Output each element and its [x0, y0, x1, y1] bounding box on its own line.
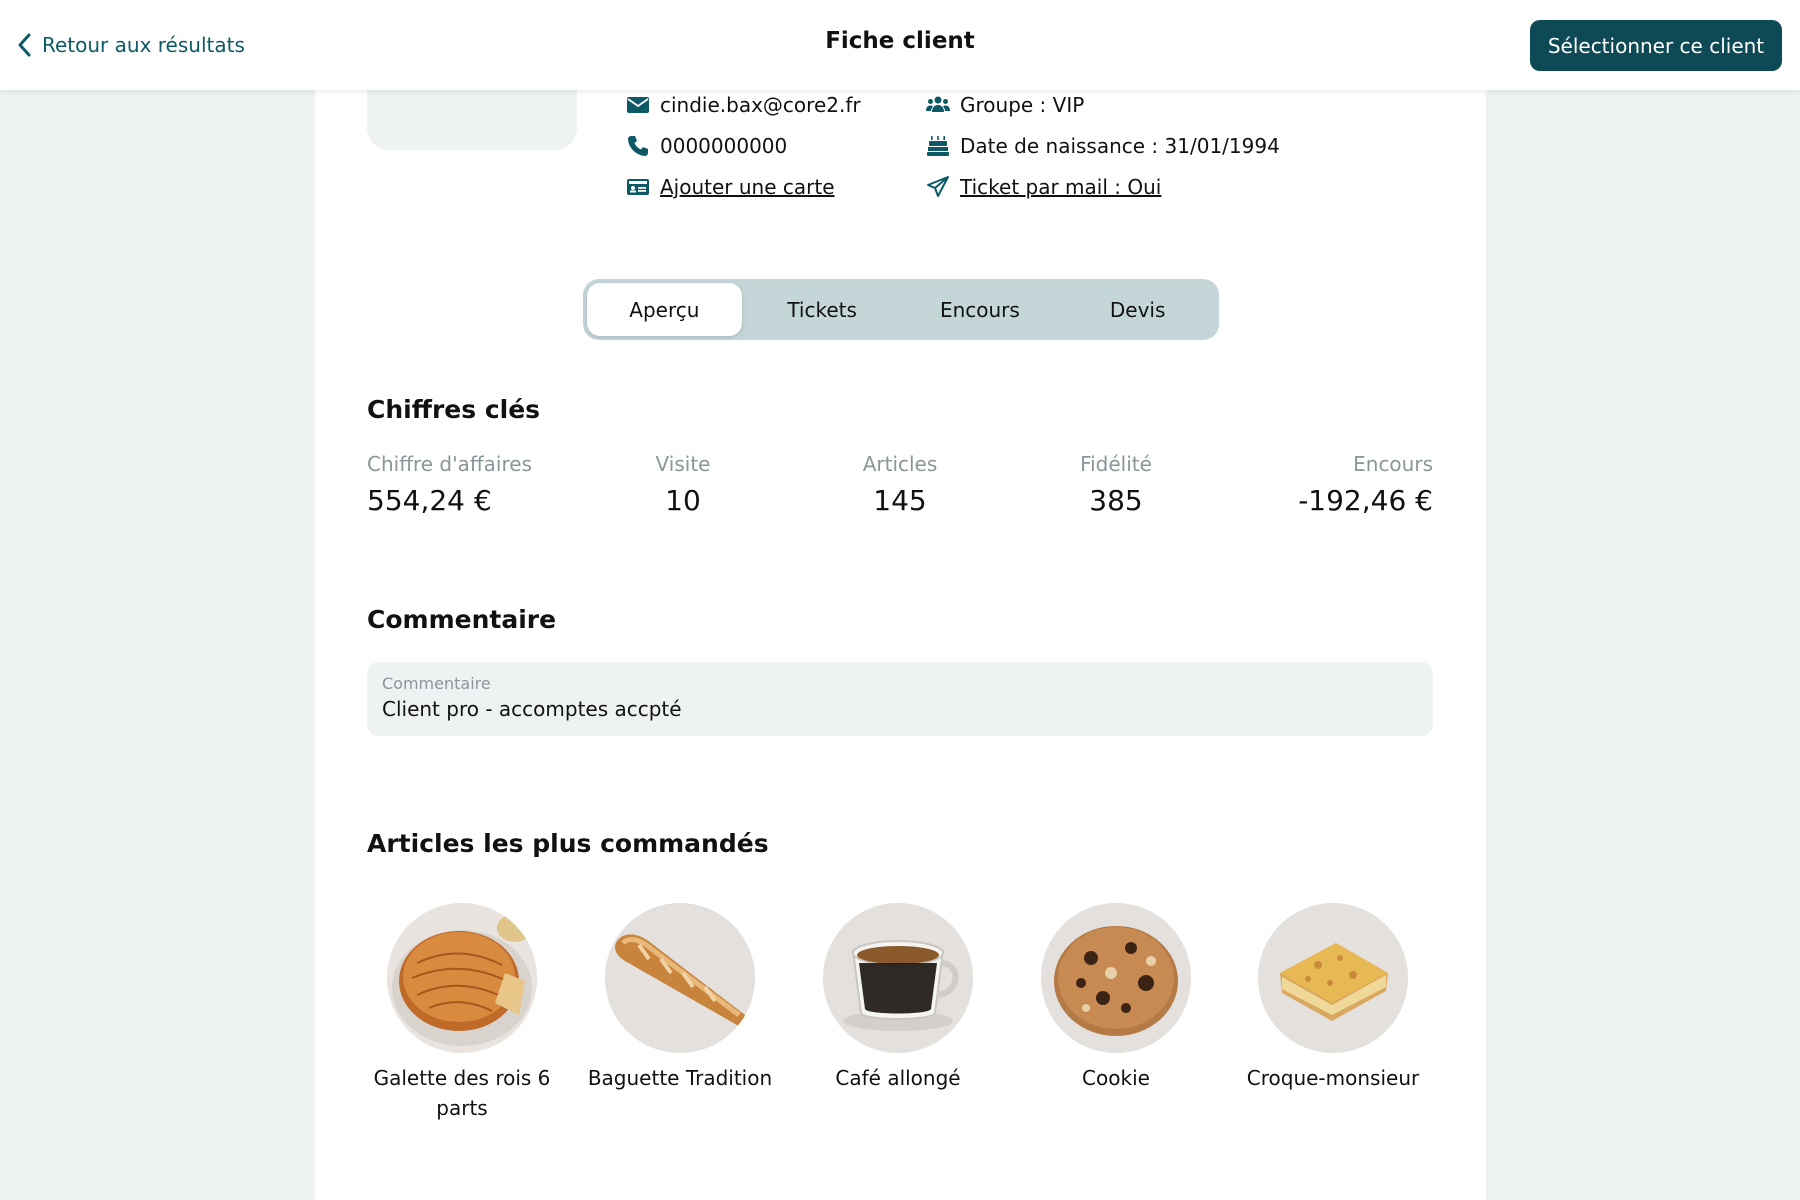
product-name: Croque-monsieur: [1246, 1066, 1420, 1090]
ticket-mail-link[interactable]: Ticket par mail : Oui: [960, 175, 1162, 199]
tab-apercu[interactable]: Aperçu: [587, 283, 742, 336]
client-tabs: [583, 279, 1219, 340]
cookie-image: [1041, 903, 1191, 1053]
kpi-value: 10: [665, 484, 701, 517]
phone-row: [626, 134, 787, 158]
tab-tickets[interactable]: Tickets: [787, 297, 857, 322]
envelope-icon: [626, 93, 650, 117]
back-link-label: Retour aux résultats: [42, 33, 245, 57]
top-products-title: Articles les plus commandés: [367, 829, 769, 858]
kpi-visits: [656, 452, 711, 517]
id-card-icon: [626, 175, 650, 199]
key-figures: [367, 452, 1433, 522]
product-item[interactable]: [1233, 903, 1433, 1093]
client-card: [315, 0, 1486, 1200]
tab-devis[interactable]: Devis: [1109, 297, 1166, 322]
galette-image: [387, 903, 537, 1053]
card-row: [626, 175, 835, 199]
comment-field-value: Client pro - accomptes accpté: [382, 697, 682, 721]
phone-value: 0000000000: [660, 134, 788, 158]
kpi-articles: [863, 452, 938, 517]
kpi-label: Articles: [862, 452, 938, 476]
birthdate-value: Date de naissance : 31/01/1994: [960, 134, 1280, 158]
back-to-results-link[interactable]: [16, 30, 245, 60]
kpi-value: 145: [873, 484, 927, 517]
kpi-value: 385: [1089, 484, 1143, 517]
kpi-value: 554,24 €: [367, 484, 492, 517]
group-value: Groupe : VIP: [960, 93, 1085, 117]
kpi-loyalty: [1080, 452, 1152, 517]
ticket-mail-row: [926, 175, 1161, 199]
kpi-label: Visite: [655, 452, 711, 476]
product-item[interactable]: [362, 903, 562, 1123]
coffee-image: [823, 903, 973, 1053]
top-bar: [0, 0, 1800, 90]
baguette-image: [605, 903, 755, 1053]
product-name: Baguette Tradition: [587, 1066, 773, 1090]
kpi-value: -192,46 €: [1298, 484, 1433, 517]
comment-field[interactable]: [367, 662, 1433, 736]
croque-image: [1258, 903, 1408, 1053]
group-row: [926, 93, 1084, 117]
email-value: cindie.bax@core2.fr: [660, 93, 861, 117]
email-row: [626, 93, 861, 117]
add-card-link[interactable]: Ajouter une carte: [660, 175, 835, 199]
paper-plane-icon: [926, 175, 950, 199]
select-client-button[interactable]: Sélectionner ce client: [1530, 20, 1782, 71]
product-name: Café allongé: [835, 1066, 961, 1090]
comment-field-label: Commentaire: [382, 674, 491, 693]
kpi-label: Fidélité: [1080, 452, 1152, 476]
kpi-label: Encours: [1353, 452, 1433, 476]
key-figures-title: Chiffres clés: [367, 395, 541, 424]
product-name: Galette des rois 6 parts: [373, 1066, 551, 1120]
product-item[interactable]: [798, 903, 998, 1093]
product-item[interactable]: [580, 903, 780, 1093]
birthdate-row: [926, 134, 1280, 158]
chevron-left-icon: [16, 32, 34, 58]
product-name: Cookie: [1082, 1066, 1150, 1090]
page-title: Fiche client: [825, 28, 975, 54]
users-icon: [926, 93, 950, 117]
birthday-cake-icon: [926, 134, 950, 158]
product-item[interactable]: [1016, 903, 1216, 1093]
phone-icon: [626, 134, 650, 158]
comment-title: Commentaire: [367, 605, 557, 634]
tab-encours[interactable]: Encours: [939, 297, 1020, 322]
kpi-outstanding: [1298, 452, 1433, 517]
kpi-revenue: [367, 452, 532, 517]
kpi-label: Chiffre d'affaires: [367, 452, 532, 476]
